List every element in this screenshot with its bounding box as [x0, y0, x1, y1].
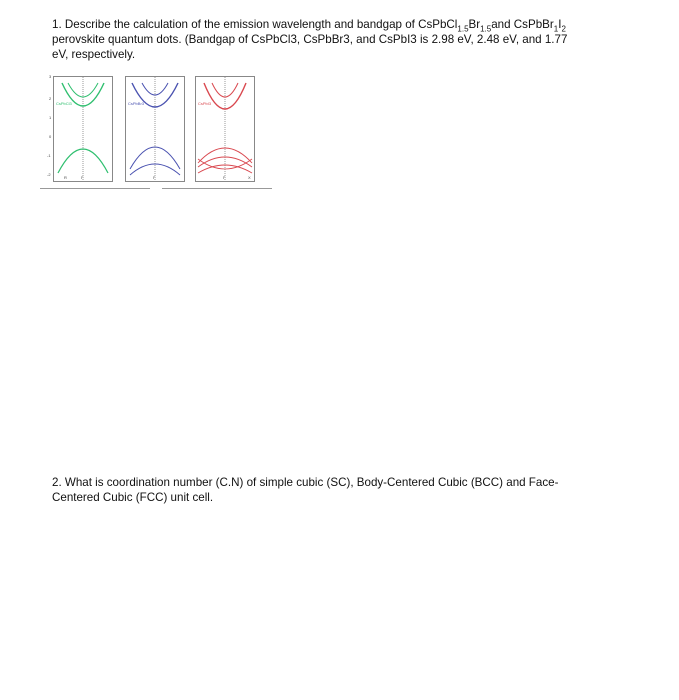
question-1-line-2: perovskite quantum dots. (Bandgap of CsPbCl3, CsPbBr3, and CsPbI3 is 2.98 eV, 2.48 eV, and 1.77 [52, 33, 568, 46]
panel-label: CsPbBr3 [128, 101, 145, 106]
q1-text-b: Br [468, 18, 481, 31]
band-plot-cspbbr3 [126, 77, 184, 181]
q1-sub-1: 1.5 [457, 24, 469, 34]
panel-label: CsPbCl3 [56, 101, 72, 106]
q1-sub-2: 1.5 [480, 24, 492, 34]
x-tick: Γ [153, 175, 156, 180]
x-tick: R [64, 175, 67, 180]
question-1-line-1 [52, 17, 652, 32]
q1-text-c: and CsPbBr [491, 18, 554, 31]
divider-rule [162, 188, 272, 189]
conduction-band [62, 83, 104, 106]
y-tick: 3 [49, 74, 52, 79]
q1-text-d: I [558, 18, 562, 31]
question-1-line-3: eV, respectively. [52, 48, 136, 61]
y-tick: 0 [49, 134, 52, 139]
y-tick: 1 [49, 115, 52, 120]
panel-cspbcl3 [53, 76, 113, 182]
y-tick: -1 [47, 153, 51, 158]
band-plot-cspbi3 [196, 77, 254, 181]
q1-sub-3: 1 [553, 24, 559, 34]
question-2-line-2: Centered Cubic (FCC) unit cell. [52, 491, 214, 504]
question-1 [52, 17, 652, 62]
panel-cspbi3 [195, 76, 255, 182]
panel-label: CsPbI3 [198, 101, 212, 106]
x-tick: Γ [81, 175, 84, 180]
y-tick: 2 [49, 96, 52, 101]
question-2-line-1: 2. What is coordination number (C.N) of simple cubic (SC), Body-Centered Cubic (BCC) and Face- [52, 476, 559, 489]
panel-cspbbr3 [125, 76, 185, 182]
q1-sub-4: 2 [561, 24, 566, 34]
divider-rule [40, 188, 150, 189]
question-2 [52, 475, 652, 505]
x-tick: X [248, 175, 251, 180]
band-plot-cspbcl3 [54, 77, 112, 181]
q1-text-a: 1. Describe the calculation of the emission wavelength and bandgap of CsPbCl [52, 18, 458, 31]
x-tick: Γ [223, 175, 226, 180]
band-structure-figure [40, 72, 270, 194]
y-tick: -2 [47, 172, 51, 177]
